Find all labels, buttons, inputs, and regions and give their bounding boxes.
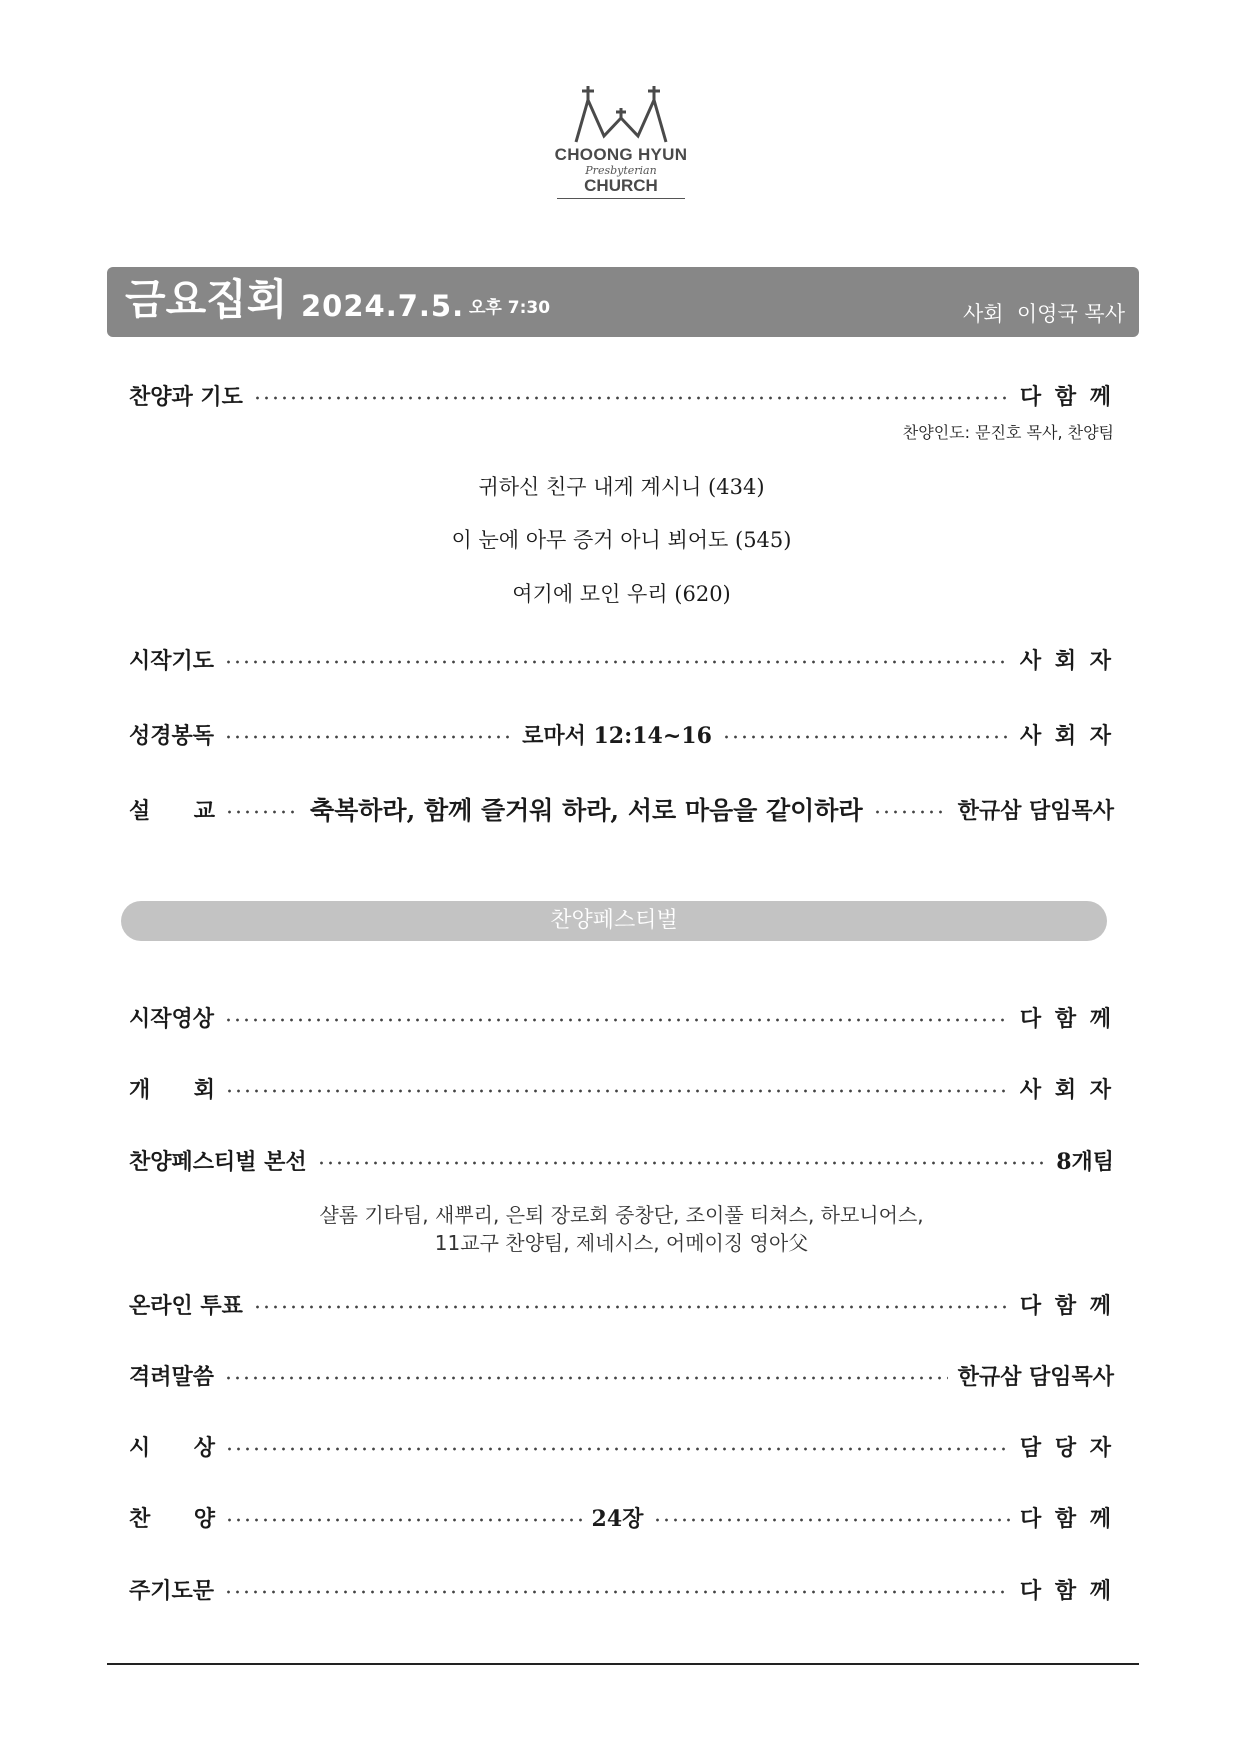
order-leader: 다 함 께 <box>1019 1292 1114 1319</box>
order-leader: 사 회 자 <box>1019 1076 1114 1103</box>
order-leader: 한규삼 담임목사 <box>957 1363 1114 1390</box>
service-presider: 사회 이영국 목사 <box>962 302 1125 326</box>
church-spires-icon <box>566 84 676 144</box>
order-leader: 다 함 께 <box>1019 1577 1114 1604</box>
song-item: 귀하신 친구 내게 계시니 (434) <box>478 475 765 499</box>
order-label: 시작영상 <box>129 1005 215 1032</box>
scripture-reference: 로마서 12:14~16 <box>522 722 712 749</box>
order-item-opening-prayer <box>129 641 1114 677</box>
service-title: 금요집회 <box>125 275 288 324</box>
dot-leader <box>317 1160 1047 1166</box>
team-list <box>129 1201 1114 1257</box>
order-label: 개 회 <box>129 1076 215 1103</box>
order-item-lords-prayer <box>129 1571 1114 1607</box>
service-time: 오후 7:30 <box>469 298 551 318</box>
order-leader: 다 함 께 <box>1019 1505 1115 1532</box>
logo-underline <box>557 198 685 199</box>
song-item: 이 눈에 아무 증거 아니 뵈어도 (545) <box>451 528 792 552</box>
dot-leader <box>253 395 1010 401</box>
order-leader: 다 함 께 <box>1019 1005 1114 1032</box>
dot-leader <box>224 659 1010 665</box>
praise-leader-note: 찬양인도: 문진호 목사, 찬양팀 <box>902 423 1114 442</box>
sermon-preacher: 한규삼 담임목사 <box>957 797 1115 824</box>
dot-leader <box>224 1375 948 1381</box>
dot-leader <box>224 1017 1010 1023</box>
logo-line-choong-hyun: CHOONG HYUN <box>554 145 688 164</box>
dot-leader <box>225 1088 1010 1094</box>
dot-leader <box>722 734 1010 740</box>
order-label: 격려말씀 <box>129 1363 215 1390</box>
bottom-divider <box>107 1663 1139 1665</box>
order-item-opening <box>129 1070 1114 1106</box>
dot-leader <box>253 1304 1010 1310</box>
order-item-sermon <box>129 791 1114 827</box>
team-list-line: 샬롬 기타팀, 새뿌리, 은퇴 장로회 중창단, 조이풀 티쳐스, 하모니어스, <box>319 1203 924 1227</box>
order-label: 찬양페스티벌 본선 <box>129 1148 307 1175</box>
order-item-hymn <box>129 1499 1114 1535</box>
service-date: 2024.7.5. <box>301 289 465 323</box>
team-list-line: 11교구 찬양팀, 제네시스, 어메이징 영아父 <box>434 1231 809 1255</box>
order-item-scripture <box>129 716 1114 752</box>
order-label: 성경봉독 <box>129 722 215 749</box>
dot-leader <box>225 1446 1010 1452</box>
team-count: 8개팀 <box>1056 1148 1114 1175</box>
festival-banner: 찬양페스티벌 <box>121 901 1107 941</box>
order-item-online-vote <box>129 1286 1114 1322</box>
dot-leader <box>224 734 512 740</box>
sermon-title: 축복하라, 함께 즐거워 하라, 서로 마음을 같이하라 <box>309 796 863 825</box>
order-leader: 사 회 자 <box>1019 647 1114 674</box>
order-label: 찬양과 기도 <box>129 383 243 410</box>
hymn-number: 24장 <box>591 1505 644 1532</box>
service-header-bar <box>107 267 1139 337</box>
order-label: 주기도문 <box>129 1577 215 1604</box>
order-item-festival-finals <box>129 1142 1114 1178</box>
logo-line-presbyterian: Presbyterian <box>585 164 657 177</box>
dot-leader <box>225 809 300 815</box>
order-label: 찬 양 <box>129 1505 215 1532</box>
order-leader: 다 함 께 <box>1019 383 1114 410</box>
dot-leader <box>873 809 948 815</box>
order-item-opening-video <box>129 999 1114 1035</box>
dot-leader <box>225 1517 582 1523</box>
order-item-awards <box>129 1428 1114 1464</box>
order-label: 설 교 <box>129 797 215 824</box>
church-logo <box>545 84 697 199</box>
dot-leader <box>224 1589 1010 1595</box>
logo-line-church: CHURCH <box>584 176 658 195</box>
order-item-praise-prayer <box>129 377 1114 413</box>
order-leader: 사 회 자 <box>1019 722 1115 749</box>
song-item: 여기에 모인 우리 (620) <box>512 582 731 606</box>
order-label: 온라인 투표 <box>129 1292 243 1319</box>
order-leader: 담 당 자 <box>1019 1434 1114 1461</box>
order-label: 시 상 <box>129 1434 215 1461</box>
order-label: 시작기도 <box>129 647 215 674</box>
dot-leader <box>653 1517 1010 1523</box>
order-item-encouragement <box>129 1357 1114 1393</box>
